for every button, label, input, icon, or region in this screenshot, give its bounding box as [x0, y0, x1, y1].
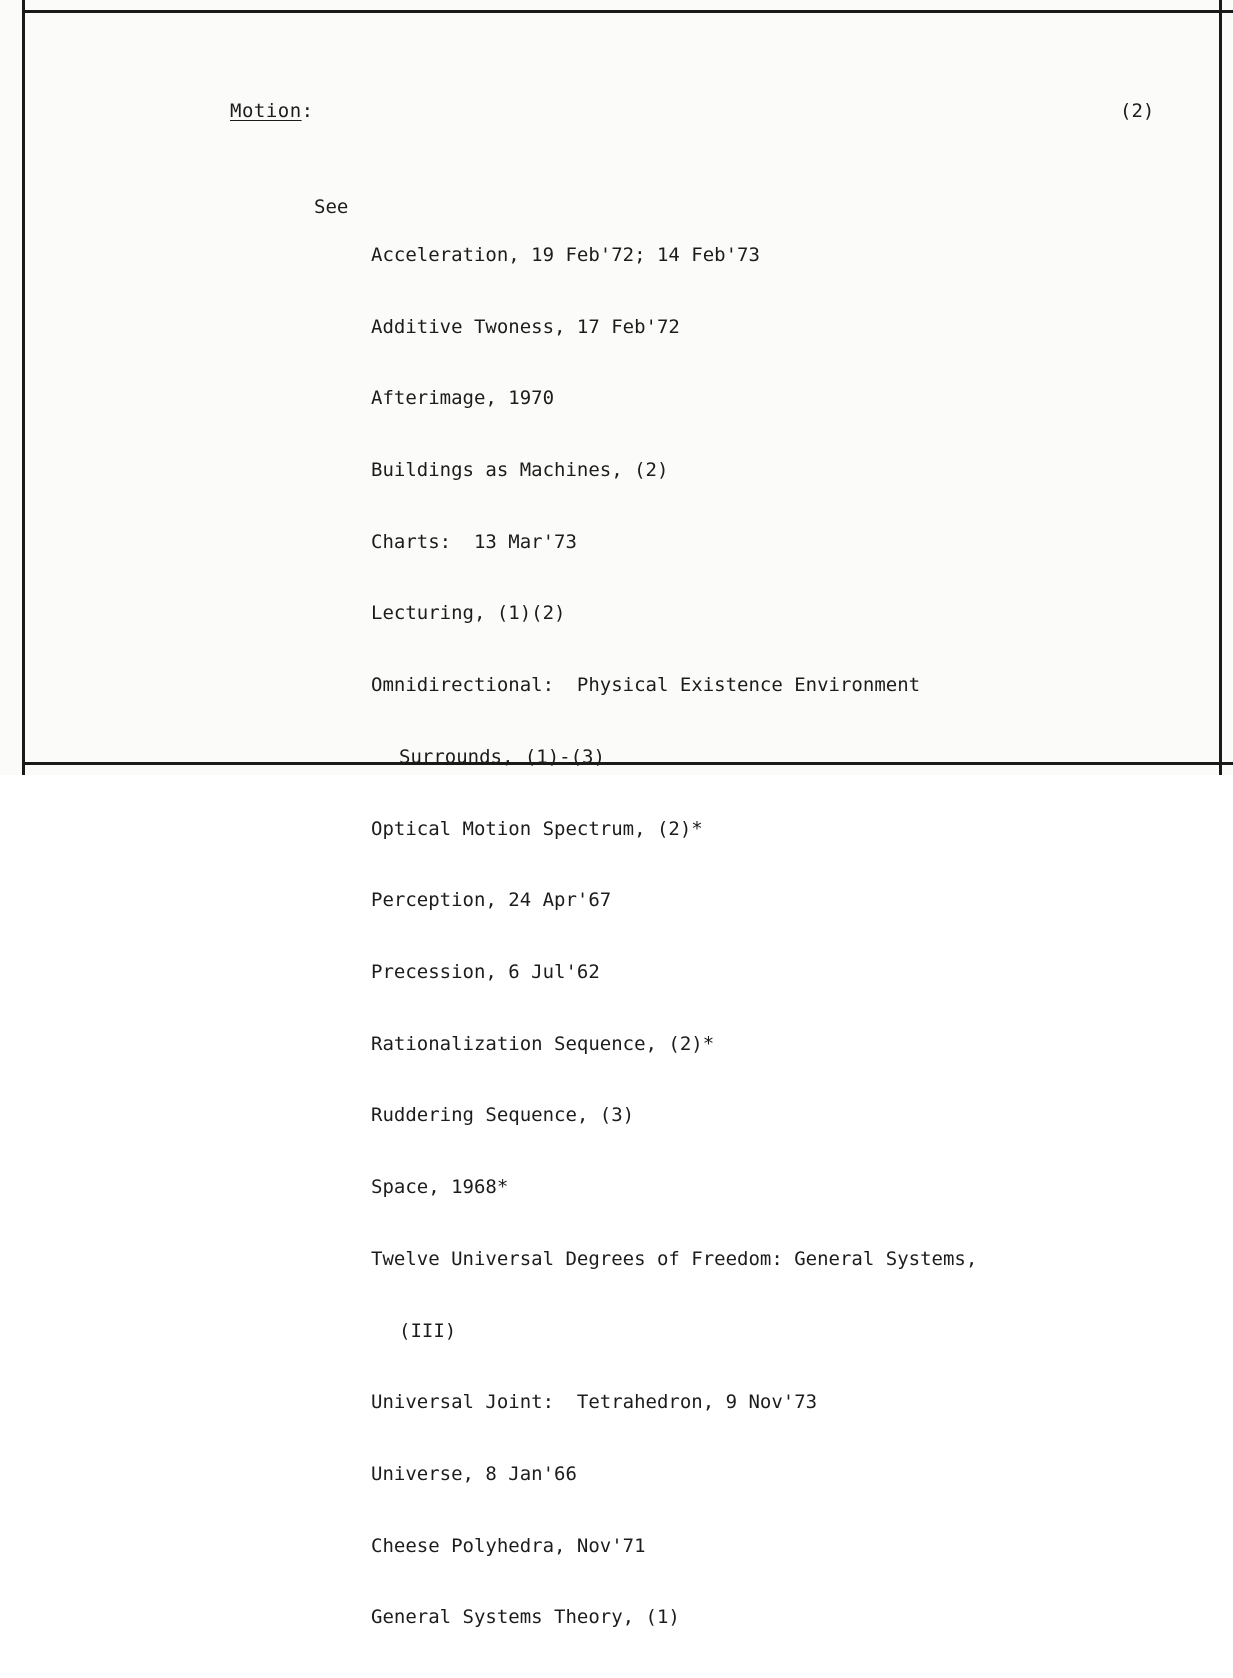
list-item: Lecturing, (1)(2) [371, 602, 566, 625]
list-item: Afterimage, 1970 [371, 387, 555, 410]
list-item: Ruddering Sequence, (3) [371, 1104, 635, 1127]
entry-heading [230, 100, 314, 122]
page-marker: (2) [1120, 100, 1155, 122]
heading-colon: : [301, 100, 314, 122]
list-item: Perception, 24 Apr'67 [371, 889, 612, 912]
list-item: Universal Joint: Tetrahedron, 9 Nov'73 [371, 1391, 818, 1414]
list-item: Rationalization Sequence, (2)* [371, 1032, 715, 1055]
list-item: Precession, 6 Jul'62 [371, 961, 600, 983]
cross-reference-list [371, 196, 977, 1678]
list-item: Cheese Polyhedra, Nov'71 [371, 1534, 646, 1557]
list-item-continuation: Surrounds, (1)-(3) [399, 745, 605, 768]
list-item: Additive Twoness, 17 Feb'72 [371, 315, 680, 338]
see-label: See [314, 196, 349, 218]
heading-title: Motion [230, 100, 302, 122]
list-item: Twelve Universal Degrees of Freedom: General Systems, [371, 1247, 978, 1270]
list-item: Universe, 8 Jan'66 [371, 1463, 577, 1486]
top-border-rule [22, 10, 1233, 13]
right-border-rule [1219, 0, 1222, 775]
list-item: Charts: 13 Mar'73 [371, 530, 577, 553]
list-item: Space, 1968* [371, 1176, 509, 1199]
list-item: Omnidirectional: Physical Existence Environment [371, 674, 921, 697]
list-item: Optical Motion Spectrum, (2)* [371, 817, 703, 840]
list-item-continuation: (III) [399, 1319, 457, 1342]
list-item: General Systems Theory, (1) [371, 1606, 680, 1629]
left-border-rule [22, 0, 25, 775]
list-item: Acceleration, 19 Feb'72; 14 Feb'73 [371, 243, 760, 266]
list-item: Buildings as Machines, (2) [371, 458, 669, 481]
